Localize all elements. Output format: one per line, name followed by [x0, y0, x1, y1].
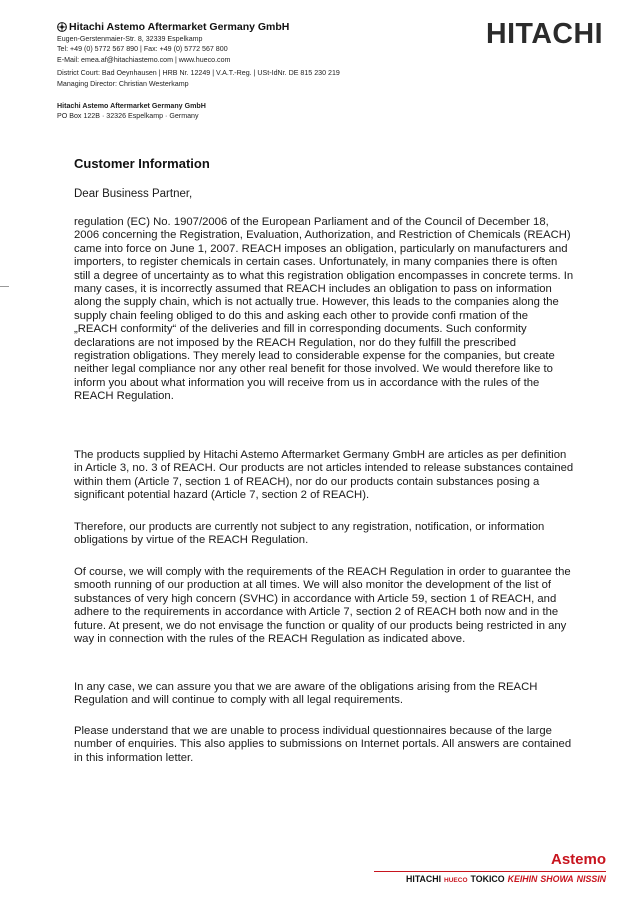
paragraph: Please understand that we are unable to process individual questionnaires because of the large number of enquiries. This also applies to submissions on Internet portals. All answers are contained in this information letter. [74, 725, 572, 764]
brand-nissin: NISSIN [576, 874, 606, 884]
hitachi-logo: HITACHI [486, 18, 603, 50]
letter-title: Customer Information [74, 156, 210, 171]
letterhead [57, 21, 340, 89]
footer-brands [374, 852, 606, 886]
footer-divider [374, 871, 606, 872]
paragraph: regulation (EC) No. 1907/2006 of the European Parliament and of the Council of December 18, 2006 concerning the Registration, Evaluation, Authorization, and Restriction of Chemicals (REACH) came into force on June 1, 2007. REACH imposes an obligation, particularly on manufacturers and importers, to register chemicals in certain cases. Unfortunately, in many companies there is often still a degree of uncertainty as to what this registration obligation encompasses in concrete terms. In many cases, it is incorrectly assumed that REACH includes an obligation to pass on information along the supply chain, which is not actually true. However, this leads to the companies along the supply chain feeling obliged to do this and asking each other to provide confi rmation of the „REACH conformity“ of the deliveries and fill in corresponding documents. Such conformity declarations are not imposed by the REACH Regulation, nor do they fulfill the prescribed registration obligations. They merely lead to considerable expense for the companies, but create neither legal compliance nor any other real benefit for those involved. We would therefore like to inform you about what information you will receive from us in accordance with the rules of the REACH Regulation. [74, 216, 574, 403]
company-registry: District Court: Bad Oeynhausen | HRB Nr. 12249 | V.A.T.-Reg. | USt-IdNr. DE 815 230 219 [57, 69, 340, 78]
company-director: Managing Director: Christian Westerkamp [57, 79, 189, 88]
brand-row [374, 874, 606, 886]
company-email-web: E-Mail: emea.af@hitachiastemo.com | www.hueco.com [57, 55, 231, 64]
brand-tokico: TOKICO [470, 874, 505, 884]
astemo-logo: Astemo [550, 851, 606, 868]
sender-po-box: PO Box 122B · 32326 Espelkamp · Germany [57, 112, 199, 121]
paragraph: Therefore, our products are currently not subject to any registration, notification, or information obligations by virtue of the REACH Regulation. [74, 521, 545, 547]
paragraph: Of course, we will comply with the requirements of the REACH Regulation in order to guarantee the smooth running of our production at all times. We will also monitor the development of the list of substances of very high concern (SVHC) in accordance with Article 59, section 1 of REACH, and adhere to the requirements in accordance with Article 7, section 2 of REACH both now and in the future. At present, we do not envisage the function or quality of our products being restricted in any way in connection with the rules of the REACH Regulation as indicated above. [74, 566, 571, 646]
company-line [57, 21, 340, 33]
sender-name: Hitachi Astemo Aftermarket Germany GmbH [57, 102, 206, 110]
paragraph: In any case, we can assure you that we are aware of the obligations arising from the REACH Regulation and will continue to comply with all legal requirements. [74, 681, 538, 707]
sender-block [57, 101, 206, 121]
paragraph: The products supplied by Hitachi Astemo Aftermarket Germany GmbH are articles as per definition in Article 3, no. 3 of REACH. Our products are not articles intended to release substances contained within them (Article 7, section 1 of REACH), nor do our products contain substances posing a significant potential hazard (Article 7, section 2 of REACH). [74, 449, 574, 502]
brand-hitachi: HITACHI [406, 874, 442, 884]
salutation: Dear Business Partner, [74, 188, 193, 200]
brand-hueco: HUECO [444, 877, 468, 884]
hitachi-mark-icon [57, 22, 67, 32]
brand-showa: SHOWA [540, 874, 574, 884]
brand-keihin: KEIHIN [507, 874, 538, 884]
company-tel-fax: Tel: +49 (0) 5772 567 890 | Fax: +49 (0) 5772 567 800 [57, 45, 228, 54]
company-address: Eugen-Gerstenmaier-Str. 8, 32339 Espelkamp [57, 35, 203, 43]
fold-mark [0, 286, 9, 287]
company-name: Hitachi Astemo Aftermarket Germany GmbH [69, 21, 290, 33]
